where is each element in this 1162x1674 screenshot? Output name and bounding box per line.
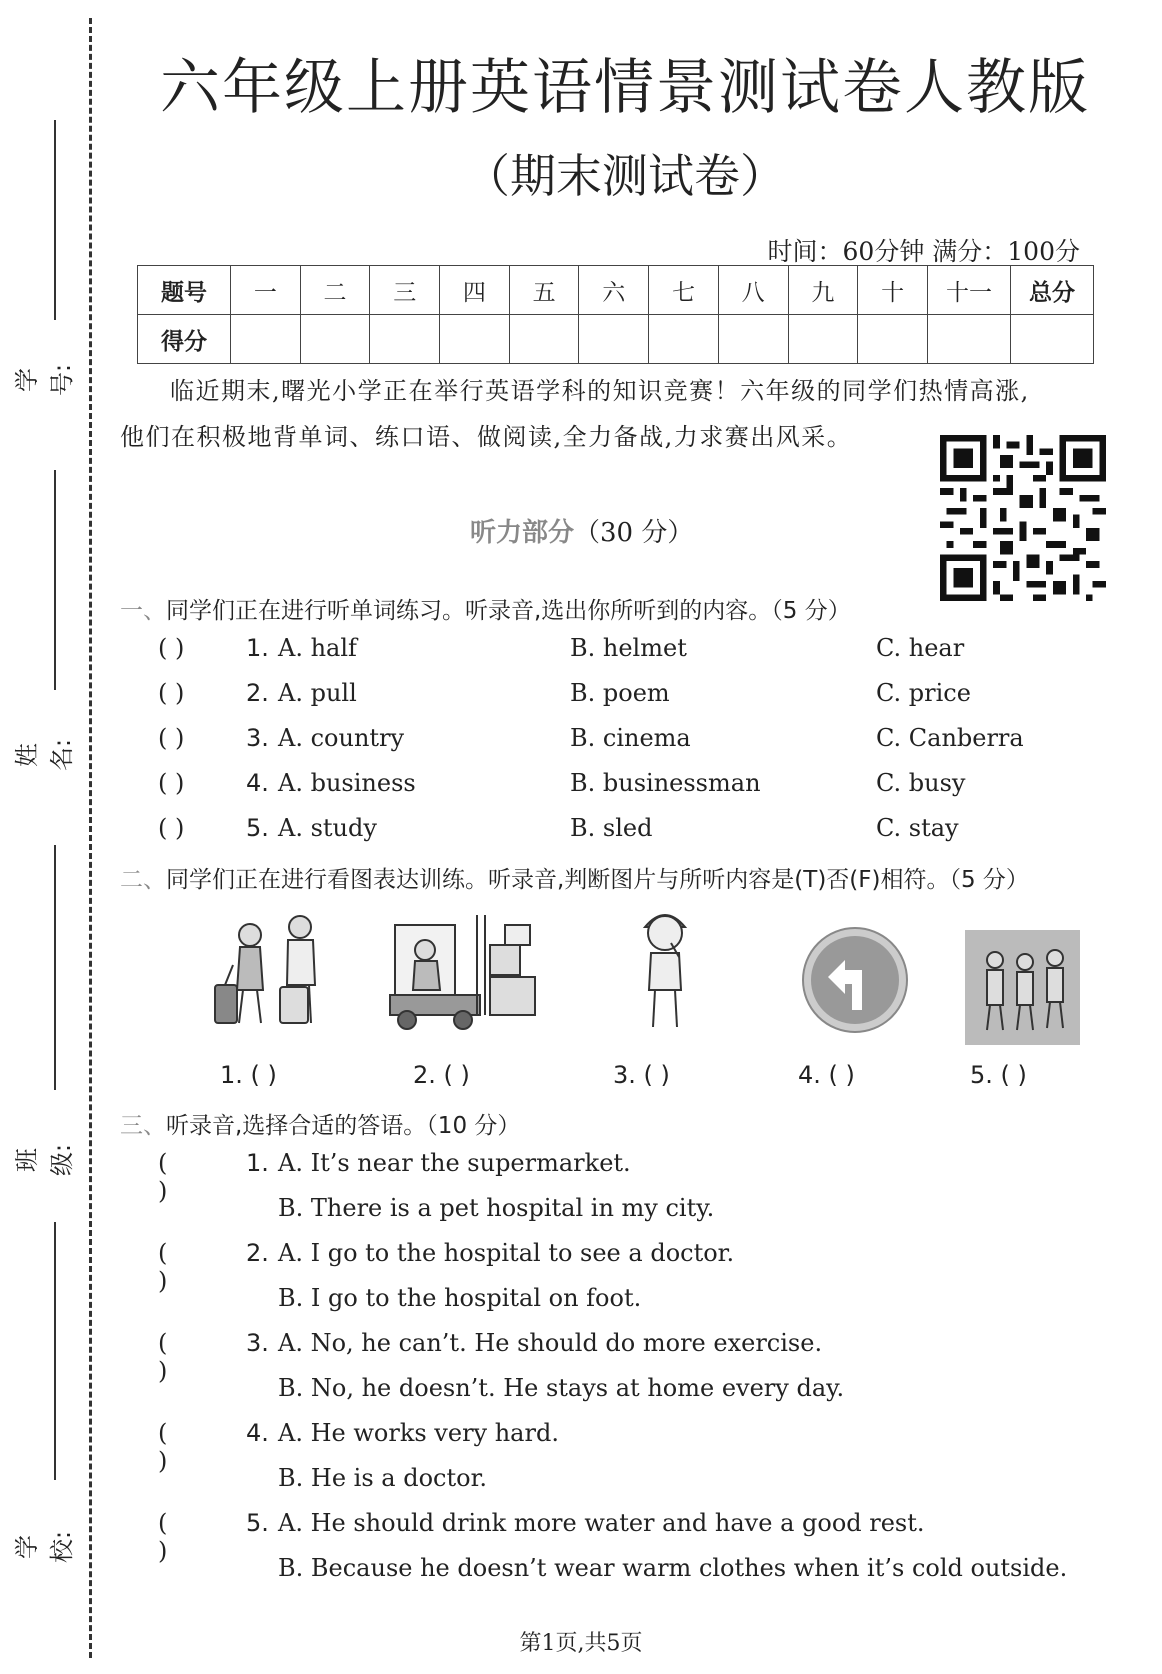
answer-blank[interactable]: ( ) bbox=[158, 679, 185, 707]
time-info: 时间：60分钟 满分：100分 bbox=[767, 237, 1080, 266]
option-b: B. sled bbox=[570, 814, 653, 842]
section-1-heading bbox=[120, 592, 851, 625]
turn-left-sign-picture bbox=[800, 925, 910, 1035]
score-cell[interactable] bbox=[231, 315, 301, 364]
answer-blank[interactable]: ( ) bbox=[158, 724, 185, 752]
part-title-text: 听力部分 bbox=[470, 518, 575, 548]
section-2-number: 二、 bbox=[120, 867, 166, 893]
header-cell: 三 bbox=[370, 266, 440, 315]
header-cell: 一 bbox=[231, 266, 301, 315]
header-cell: 十 bbox=[858, 266, 928, 315]
answer-blank[interactable]: ( ) bbox=[158, 1419, 168, 1475]
option-c: C. busy bbox=[876, 769, 966, 797]
question-number: 1. bbox=[246, 1149, 269, 1177]
s3-q3-option-b: B. No, he doesn’t. He stays at home every day. bbox=[278, 1374, 845, 1402]
school-line bbox=[54, 1222, 56, 1480]
class-line bbox=[54, 845, 56, 1090]
option-a: A. pull bbox=[278, 679, 357, 707]
question-number: 3. bbox=[246, 724, 269, 752]
header-cell: 六 bbox=[579, 266, 649, 315]
name-line bbox=[54, 470, 56, 690]
picture-3-answer[interactable]: 3. ( ) bbox=[613, 1061, 670, 1089]
s1-question-1 bbox=[158, 634, 1118, 674]
header-cell: 七 bbox=[649, 266, 719, 315]
qr-code-icon bbox=[935, 435, 1111, 601]
picture-5-answer[interactable]: 5. ( ) bbox=[970, 1061, 1027, 1089]
question-number: 4. bbox=[246, 1419, 269, 1447]
option-a: A. He should drink more water and have a good rest. bbox=[278, 1509, 925, 1537]
question-number: 3. bbox=[246, 1329, 269, 1357]
header-cell: 题号 bbox=[138, 266, 231, 315]
score-table-header-row bbox=[138, 266, 1094, 315]
s1-question-4 bbox=[158, 769, 1118, 809]
option-c: C. Canberra bbox=[876, 724, 1024, 752]
header-cell: 总分 bbox=[1011, 266, 1094, 315]
section-1-title: 同学们正在进行听单词练习。听录音,选出你所听到的内容。（5 分） bbox=[166, 598, 851, 624]
option-a: A. study bbox=[278, 814, 377, 842]
thinking-boy-picture bbox=[625, 905, 705, 1035]
student-no-label: 学号: bbox=[13, 363, 76, 397]
score-cell[interactable] bbox=[928, 315, 1011, 364]
score-cell[interactable] bbox=[718, 315, 788, 364]
question-number: 5. bbox=[246, 814, 269, 842]
section-3-heading bbox=[120, 1107, 520, 1140]
score-table bbox=[137, 265, 1094, 364]
section-3-title: 听录音,选择合适的答语。（10 分） bbox=[166, 1113, 521, 1139]
option-a: A. It’s near the supermarket. bbox=[278, 1149, 631, 1177]
option-a: A. half bbox=[278, 634, 357, 662]
score-cell[interactable] bbox=[370, 315, 440, 364]
score-cell[interactable] bbox=[509, 315, 579, 364]
name-label: 姓名: bbox=[13, 738, 76, 772]
option-a: A. I go to the hospital to see a doctor. bbox=[278, 1239, 735, 1267]
score-cell[interactable] bbox=[300, 315, 370, 364]
header-cell: 九 bbox=[788, 266, 858, 315]
listening-part-title bbox=[470, 512, 693, 549]
option-a: A. No, he can’t. He should do more exercise. bbox=[278, 1329, 823, 1357]
section-1-number: 一、 bbox=[120, 598, 166, 624]
answer-blank[interactable]: ( ) bbox=[158, 1509, 168, 1565]
class-label: 班级: bbox=[13, 1143, 76, 1177]
question-number: 2. bbox=[246, 1239, 269, 1267]
answer-blank[interactable]: ( ) bbox=[158, 769, 185, 797]
section-3-number: 三、 bbox=[120, 1113, 166, 1139]
option-b: B. helmet bbox=[570, 634, 687, 662]
option-a: A. business bbox=[278, 769, 416, 797]
answer-blank[interactable]: ( ) bbox=[158, 1329, 168, 1385]
option-b: B. cinema bbox=[570, 724, 691, 752]
score-cell[interactable] bbox=[579, 315, 649, 364]
answer-blank[interactable]: ( ) bbox=[158, 814, 185, 842]
picture-4-answer[interactable]: 4. ( ) bbox=[798, 1061, 855, 1089]
score-cell[interactable] bbox=[440, 315, 510, 364]
school-label: 学校: bbox=[13, 1530, 76, 1564]
option-c: C. price bbox=[876, 679, 971, 707]
kids-with-luggage-picture bbox=[205, 905, 335, 1035]
header-cell: 五 bbox=[509, 266, 579, 315]
page-title: 六年级上册英语情景测试卷人教版 bbox=[160, 53, 1090, 123]
option-c: C. stay bbox=[876, 814, 959, 842]
score-row-label: 得分 bbox=[138, 315, 231, 364]
s3-q2-option-b: B. I go to the hospital on foot. bbox=[278, 1284, 642, 1312]
s1-question-5 bbox=[158, 814, 1118, 854]
option-a: A. country bbox=[278, 724, 405, 752]
header-cell: 四 bbox=[440, 266, 510, 315]
intro-line-2: 他们在积极地背单词、练口语、做阅读,全力备战,力求赛出风采。 bbox=[120, 423, 853, 451]
answer-blank[interactable]: ( ) bbox=[158, 634, 185, 662]
score-cell[interactable] bbox=[1011, 315, 1094, 364]
page-footer: 第1页,共5页 bbox=[519, 1631, 643, 1656]
student-no-line bbox=[54, 120, 56, 320]
header-cell: 八 bbox=[718, 266, 788, 315]
forklift-picture bbox=[385, 905, 545, 1035]
intro-line-1: 临近期末,曙光小学正在举行英语学科的知识竞赛！六年级的同学们热情高涨, bbox=[170, 377, 1030, 405]
s1-question-3 bbox=[158, 724, 1118, 764]
picture-2-answer[interactable]: 2. ( ) bbox=[413, 1061, 470, 1089]
binding-dashed-line bbox=[89, 18, 92, 1658]
picture-1-answer[interactable]: 1. ( ) bbox=[220, 1061, 277, 1089]
kids-walking-picture bbox=[965, 930, 1080, 1045]
section-2-heading bbox=[120, 861, 1029, 894]
s3-q5-option-b: B. Because he doesn’t wear warm clothes when it’s cold outside. bbox=[278, 1554, 1068, 1582]
question-number: 4. bbox=[246, 769, 269, 797]
part-score: （30 分） bbox=[574, 518, 694, 548]
score-cell[interactable] bbox=[788, 315, 858, 364]
answer-blank[interactable]: ( ) bbox=[158, 1239, 168, 1295]
score-table-score-row bbox=[138, 315, 1094, 364]
section-2-title: 同学们正在进行看图表达训练。听录音,判断图片与所听内容是(T)否(F)相符。（5 分） bbox=[166, 867, 1029, 893]
s3-q4-option-b: B. He is a doctor. bbox=[278, 1464, 488, 1492]
score-cell[interactable] bbox=[858, 315, 928, 364]
option-b: B. poem bbox=[570, 679, 670, 707]
question-number: 1. bbox=[246, 634, 269, 662]
question-number: 5. bbox=[246, 1509, 269, 1537]
header-cell: 二 bbox=[300, 266, 370, 315]
question-number: 2. bbox=[246, 679, 269, 707]
option-a: A. He works very hard. bbox=[278, 1419, 559, 1447]
page-subtitle: （期末测试卷） bbox=[464, 149, 786, 203]
header-cell: 十一 bbox=[928, 266, 1011, 315]
option-b: B. businessman bbox=[570, 769, 761, 797]
score-cell[interactable] bbox=[649, 315, 719, 364]
s3-q1-option-b: B. There is a pet hospital in my city. bbox=[278, 1194, 715, 1222]
s1-question-2 bbox=[158, 679, 1118, 719]
answer-blank[interactable]: ( ) bbox=[158, 1149, 168, 1205]
option-c: C. hear bbox=[876, 634, 965, 662]
